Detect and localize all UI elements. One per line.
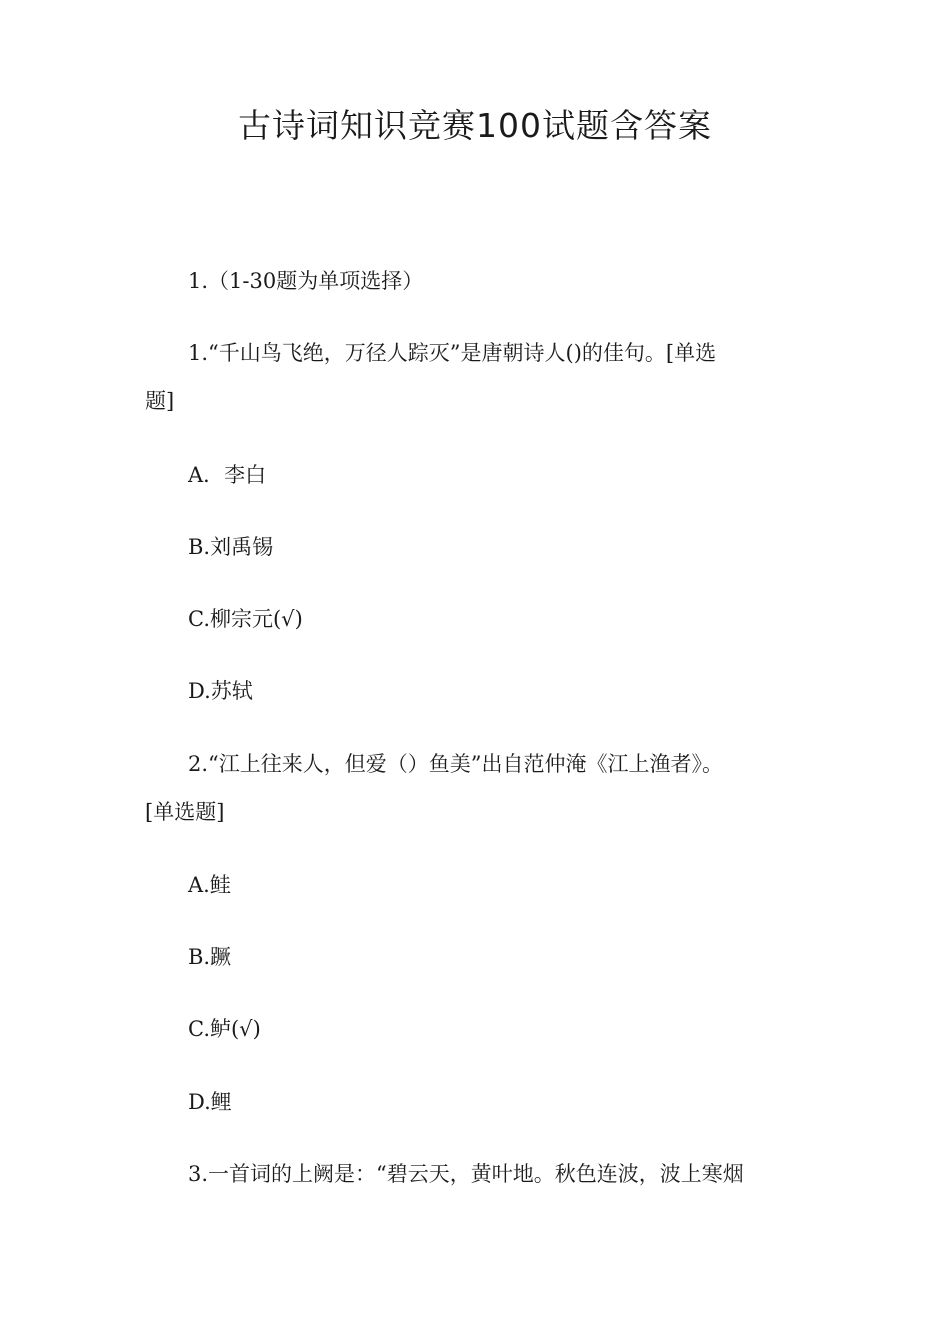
question-text-continued: [单选题] xyxy=(145,800,225,824)
section-heading: 1.（1-30题为单项选择） xyxy=(188,269,424,293)
option-b: B.刘禹锡 xyxy=(188,535,274,559)
question-text-continued: 题] xyxy=(145,389,175,413)
question-text: 2.“江上往来人，但爱（）鱼美”出自范仲淹《江上渔者》。 xyxy=(188,752,724,776)
question-text: 3.一首词的上阙是：“碧云天，黄叶地。秋色连波，波上寒烟 xyxy=(188,1162,744,1186)
option-c: C.柳宗元(√) xyxy=(188,607,303,631)
option-d: D.鲤 xyxy=(188,1090,232,1114)
option-d: D.苏轼 xyxy=(188,679,253,703)
question-text: 1.“千山鸟飞绝，万径人踪灭”是唐朝诗人()的佳句。[单选 xyxy=(188,341,717,365)
option-c: C.鲈(√) xyxy=(188,1017,261,1041)
document-title: 古诗词知识竞赛100试题含答案 xyxy=(238,106,712,145)
option-a: A.鲑 xyxy=(188,873,231,897)
option-a: A．李白 xyxy=(188,463,267,487)
option-b: B.蹶 xyxy=(188,945,232,969)
